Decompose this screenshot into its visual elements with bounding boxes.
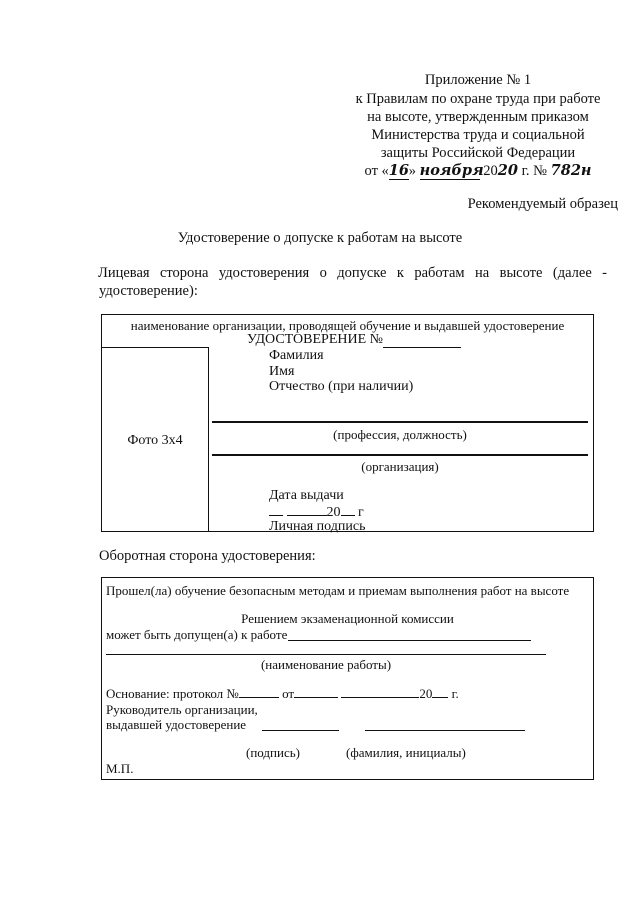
year-prefix: 20: [419, 686, 433, 701]
appendix-line: к Правилам по охране труда при работе: [355, 91, 601, 107]
year-blank: [432, 686, 448, 698]
front-side-box: [101, 314, 594, 532]
year-suffix: г: [358, 505, 364, 520]
fio-caption: (фамилия, инициалы): [346, 745, 466, 760]
day-blank: [294, 686, 338, 698]
organization-line: [212, 454, 588, 456]
year-blank: [341, 503, 355, 516]
document-title: Удостоверение о допуске к работам на высоте: [177, 230, 463, 246]
organization-label: (организация): [361, 459, 439, 474]
decision-text: Решением экзаменационной комиссии: [241, 611, 454, 626]
back-intro: Оборотная сторона удостоверения:: [99, 548, 316, 564]
handwritten-month: ноября: [419, 162, 484, 179]
front-intro: [99, 264, 607, 300]
photo-label: Фото 3х4: [127, 433, 183, 448]
appendix-line: Министерства труда и социальной: [371, 127, 585, 143]
date-mid: »: [408, 163, 417, 179]
appendix-line: защиты Российской Федерации: [380, 145, 576, 161]
order-no-label: г. №: [517, 163, 548, 179]
sample-label: Рекомендуемый образец: [467, 196, 618, 212]
handwritten-year: 20: [497, 162, 518, 179]
photo-cell: [102, 347, 209, 532]
basis-line: [106, 686, 459, 701]
appendix-line: на высоте, утвержденным приказом: [367, 109, 589, 125]
year-prefix: 20: [483, 163, 498, 179]
date-prefix: от «: [364, 163, 389, 179]
profession-label: (профессия, должность): [333, 427, 467, 442]
handwritten-order-number: 782н: [550, 162, 592, 179]
year-prefix: 20: [326, 505, 341, 520]
front-intro-text: Лицевая сторона удостоверения о допуске к работам на высоте (далее - удостоверение):: [98, 265, 607, 299]
certificate-label: УДОСТОВЕРЕНИЕ №: [247, 332, 384, 347]
head-label-2: выдавшей удостоверение: [106, 717, 247, 732]
allowed-line: [288, 640, 531, 641]
handwritten-day: 16: [388, 162, 409, 179]
issue-date-label: Дата выдачи: [269, 488, 344, 503]
appendix-title: Приложение № 1: [424, 72, 532, 88]
signature-line: [262, 730, 339, 731]
order-date-line: [338, 162, 618, 180]
month-blank: [287, 503, 327, 516]
signature-caption: (подпись): [246, 745, 300, 760]
allowed-text: может быть допущен(а) к работе: [106, 627, 288, 642]
from-label: от: [282, 686, 295, 701]
name-label: Имя: [269, 364, 295, 379]
back-side-box: [101, 577, 594, 780]
trained-text: Прошел(ла) обучение безопасным методам и приемам выполнения работ на высоте: [106, 583, 570, 598]
signature-label: Личная подпись: [269, 519, 366, 534]
surname-label: Фамилия: [269, 348, 324, 363]
day-blank: [269, 503, 283, 516]
certificate-number-blank: [383, 334, 461, 348]
fio-line: [365, 730, 525, 731]
month-blank: [341, 686, 419, 698]
profession-line: [212, 421, 588, 423]
basis-label: Основание: протокол №: [106, 686, 239, 701]
stamp-place: М.П.: [106, 761, 134, 776]
head-label-1: Руководитель организации,: [106, 702, 258, 717]
year-suffix: г.: [451, 686, 459, 701]
protocol-number-blank: [239, 686, 279, 698]
patronymic-label: Отчество (при наличии): [269, 379, 414, 394]
work-name-line: [106, 654, 546, 655]
org-name-label: наименование организации, проводящей обучение и выдавшей удостоверение: [130, 318, 565, 333]
work-name-label: (наименование работы): [260, 657, 392, 672]
certificate-number: [247, 332, 461, 348]
